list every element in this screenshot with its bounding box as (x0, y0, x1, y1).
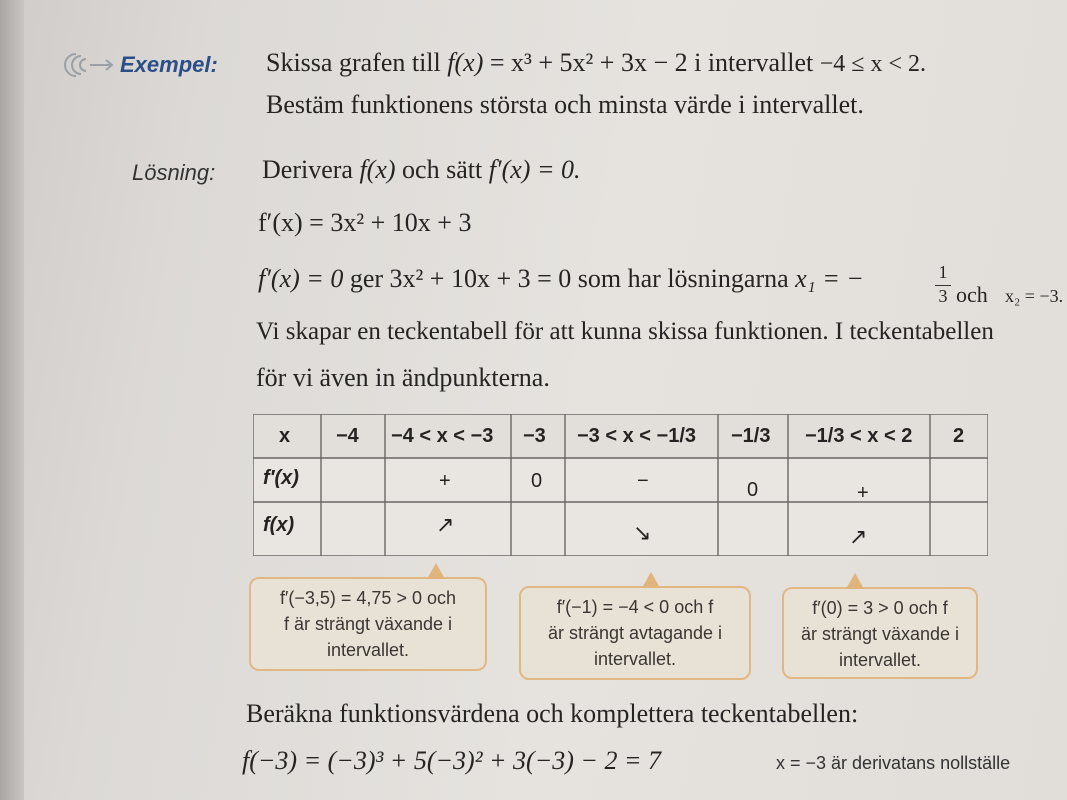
note1-line2: f är strängt växande i (283, 614, 453, 634)
paragraph-line-2: för vi även in ändpunkterna. (256, 363, 550, 392)
header-2: 2 (953, 425, 965, 447)
f-increasing-1: ↗ (436, 512, 455, 537)
x1-lhs: x₁ = − (795, 264, 864, 293)
derivative-line: f′(x) = 3x² + 10x + 3 (258, 208, 472, 237)
note3-line2: är strängt växande i (800, 624, 960, 644)
note-interval-3 (782, 587, 978, 679)
solution-step-1 (262, 155, 581, 185)
zero-text: ger 3x² + 10x + 3 = 0 som har lösningarna (343, 264, 796, 293)
step1-b: och sätt (395, 155, 489, 184)
row-label-f: f(x) (263, 514, 295, 536)
header-interval-3: −1/3 < x < 2 (805, 425, 913, 447)
fprime-at-minus-third: 0 (747, 479, 759, 501)
fprime-interval-3: + (857, 482, 869, 504)
och-text: och (956, 282, 988, 307)
fprime-at-minus3: 0 (531, 470, 543, 492)
example-task-line-2: Bestäm funktionens största och minsta värde i intervallet. (266, 90, 864, 119)
note2-line1: f′(−1) = −4 < 0 och f (556, 597, 714, 617)
step1-f: f(x) (359, 155, 396, 184)
note3-line1: f′(0) = 3 > 0 och f (812, 598, 948, 618)
header-minus-third: −1/3 (731, 425, 771, 447)
header-interval-2: −3 < x < −1/3 (577, 425, 696, 447)
function-rhs: = x³ + 5x² + 3x − 2 (483, 48, 688, 77)
note-interval-2 (519, 586, 751, 680)
zero-line (258, 264, 864, 294)
note2-line3: intervallet. (593, 649, 677, 669)
example-marker-icon (62, 50, 118, 80)
x1-denominator: 3 (935, 285, 951, 307)
header-minus4: −4 (336, 425, 359, 447)
note2-line2: är strängt avtagande i (547, 623, 723, 643)
step1-eq: f′(x) = 0. (488, 155, 581, 184)
interval: −4 ≤ x < 2. (819, 51, 926, 77)
compute-formula: f(−3) = (−3)³ + 5(−3)² + 3(−3) − 2 = 7 (242, 746, 661, 775)
sign-table (253, 414, 988, 556)
example-task-line-1 (266, 48, 926, 78)
note3-line3: intervallet. (838, 650, 922, 670)
note1-line1: f′(−3,5) = 4,75 > 0 och (280, 588, 456, 608)
example-label: Exempel: (120, 52, 218, 77)
note1-line3: intervallet. (326, 640, 410, 660)
zero-lhs: f′(x) = 0 (258, 264, 344, 293)
fprime-interval-2: − (637, 470, 649, 492)
compute-heading: Beräkna funktionsvärdena och komplettera teckentabellen: (246, 699, 859, 728)
x2-value: x₂ = −3. (1005, 286, 1064, 306)
f-decreasing: ↘ (633, 520, 652, 545)
x1-numerator: 1 (938, 262, 948, 282)
row-label-fprime: f′(x) (263, 467, 299, 489)
header-interval-1: −4 < x < −3 (391, 425, 494, 447)
note-interval-1 (249, 577, 487, 671)
x1-fraction (935, 262, 951, 307)
compute-side-note: x = −3 är derivatans nollställe (776, 753, 1011, 773)
f-increasing-2: ↗ (849, 524, 868, 549)
solution-label: Lösning: (132, 160, 216, 185)
interval-text: i intervallet (687, 48, 820, 77)
function-lhs: f(x) (447, 48, 484, 77)
paragraph-line-1: Vi skapar en teckentabell för att kunna skissa funktionen. I teckentabellen (256, 318, 994, 345)
step1-a: Derivera (262, 155, 360, 184)
header-minus3: −3 (523, 425, 546, 447)
header-x: x (279, 425, 291, 447)
fprime-interval-1: + (439, 470, 451, 492)
task-prefix: Skissa grafen till (266, 48, 448, 77)
page-edge (0, 0, 24, 800)
